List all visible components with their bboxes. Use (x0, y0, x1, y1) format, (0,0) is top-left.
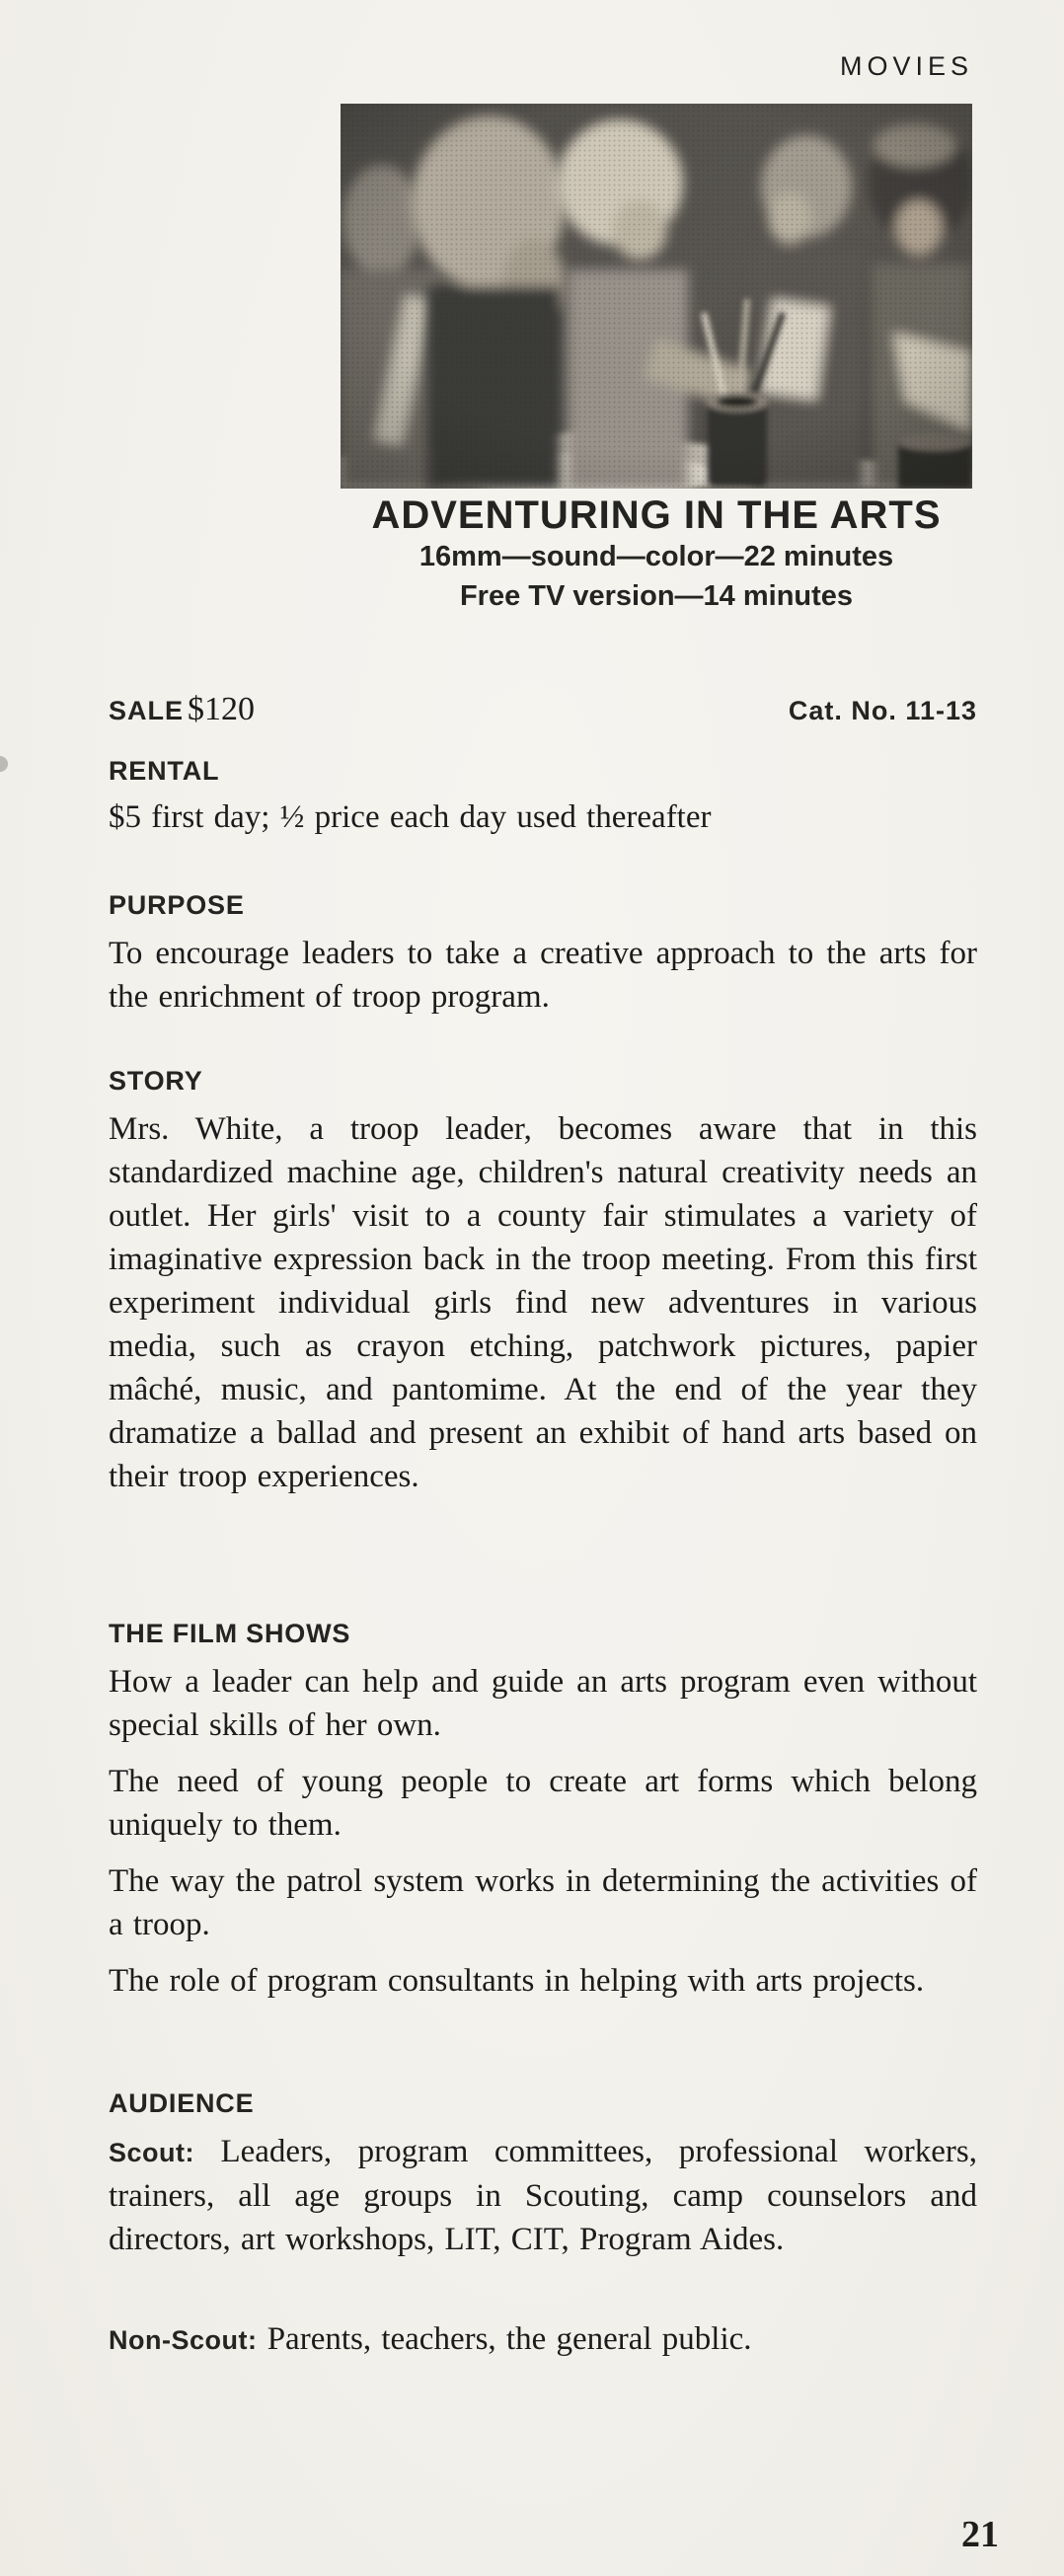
film-photo (341, 104, 972, 489)
film-shows-point: The way the patrol system works in determining the activities of a troop. (109, 1863, 977, 1942)
film-shows-list (109, 1660, 977, 2015)
section-kicker: MOVIES (839, 51, 973, 81)
catalog-number: Cat. No. 11-13 (788, 696, 977, 725)
sale-info (109, 691, 255, 728)
page-number: 21 (961, 2514, 999, 2555)
sale-price: $120 (188, 691, 256, 727)
audience-non-scout (109, 2317, 977, 2362)
audience-scout-label: Scout: (109, 2138, 194, 2167)
audience-non-scout-text: Parents, teachers, the general public. (266, 2321, 752, 2357)
rental-heading: RENTAL (109, 756, 220, 786)
sale-row (109, 691, 977, 728)
story-text: Mrs. White, a troop leader, becomes aware that in this standardized machine age, children's natural creativity needs an outlet. Her girls' visit to a county fair stimulates a variety of imaginative expression back in the troop meeting. From this first experiment individual girls find new adventures in various media, such as crayon etching, patchwork pictures, papier mâché, music, and pantomime. At the end of the year they dramatize a ballad and present an exhibit of hand arts based on their troop experiences. (109, 1111, 977, 1494)
film-shows-point: The role of program consultants in helping with arts projects. (109, 1963, 925, 1999)
film-spec-line-2: Free TV version—14 minutes (459, 580, 854, 612)
film-spec-line-1: 16mm—sound—color—22 minutes (418, 541, 894, 572)
audience-non-scout-label: Non-Scout: (109, 2325, 258, 2355)
story-heading: STORY (109, 1066, 203, 1096)
purpose-text: To encourage leaders to take a creative approach to the arts for the enrichment of troop program. (109, 936, 977, 1015)
film-photo-art (341, 104, 972, 489)
film-caption (281, 493, 1031, 616)
purpose-heading: PURPOSE (109, 890, 245, 920)
film-shows-point: The need of young people to create art forms which belong uniquely to them. (109, 1764, 977, 1843)
sale-label: SALE (109, 696, 185, 725)
film-title: ADVENTURING IN THE ARTS (371, 493, 942, 537)
scan-artifact (0, 756, 8, 772)
audience-heading: AUDIENCE (109, 2088, 255, 2118)
audience-scout (109, 2130, 977, 2261)
film-shows-heading: THE FILM SHOWS (109, 1619, 351, 1648)
audience-scout-text: Leaders, program committees, professional workers, trainers, all age groups in Scouting, camp counselors and directors, art workshops, LIT, CIT, Program Aides. (109, 2134, 977, 2257)
rental-terms: $5 first day; ½ price each day used thereafter (109, 799, 712, 835)
film-shows-point: How a leader can help and guide an arts program even without special skills of her own. (109, 1664, 977, 1743)
